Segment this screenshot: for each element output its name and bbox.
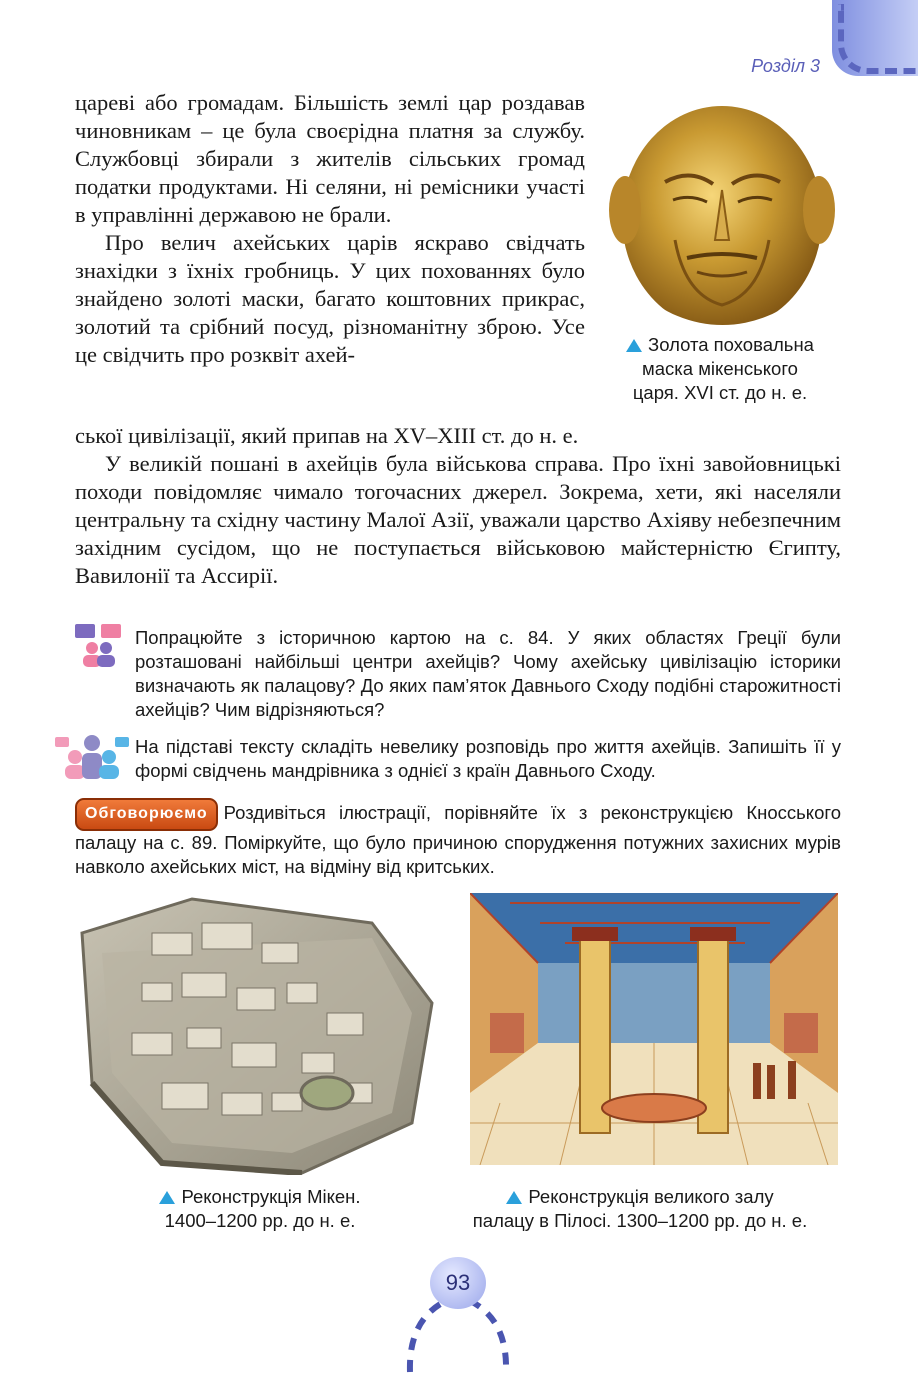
- mask-caption-line-2: маска мікенського: [642, 358, 798, 379]
- paragraph-2: Про велич ахейських царів яскраво свідчать знахідки з їхніх гробниць. У цих похованнях було знайдено золоті маски, багато коштовних прикрас, золотий та срібний посуд, різноманітну зброю. Усе це свідчить про розквіт ахей-: [75, 230, 585, 367]
- page-number: 93: [430, 1257, 486, 1309]
- discussion-people-icon: [55, 733, 129, 783]
- section-label: Розділ 3: [751, 56, 820, 76]
- mycenae-reconstruction-image: [72, 893, 440, 1175]
- triangle-marker-icon: [626, 339, 642, 352]
- triangle-marker-icon: [159, 1191, 175, 1204]
- discuss-badge: Обговорюємо: [75, 798, 218, 831]
- corner-dashed-border: [838, 4, 918, 74]
- discuss-paragraph: [75, 798, 841, 879]
- mask-caption-line-3: царя. XVI ст. до н. е.: [632, 382, 808, 403]
- mask-caption-line-1: Золота поховальна: [648, 334, 814, 355]
- text-column: [75, 89, 585, 369]
- mycenae-caption: [70, 1185, 450, 1233]
- task-map-text: Попрацюйте з історичною картою на с. 84. У яких областях Греції були розташовані найбільші центри ахейців? Чому ахейську цивілізацію історики визначають як палацову? До яких пам’яток Давнього Сходу подібні старожитності ахейців? Чим відрізняються?: [135, 627, 841, 720]
- task-story-block: [75, 735, 841, 783]
- text-full-width: [75, 422, 841, 590]
- pylos-caption: [440, 1185, 840, 1233]
- task-story-text: На підставі тексту складіть невелику розповідь про життя ахейців. Запишіть її у формі свідчень мандрівника з однієї з країн Давнього Сходу.: [135, 736, 841, 781]
- group-work-icon: [75, 624, 123, 668]
- task-map-block: [75, 626, 841, 722]
- paragraph-4: У великій пошані в ахейців була військова справа. Про їхні завойовницькі походи повідомляє чимало тогочасних джерел. Зокрема, хети, які населяли центральну та східну частину Малої Азії, уважали царство Ахіяву небезпечним західним сусідом, що не поступається військовою майстерністю Єгипту, Вавилонії та Ассирії.: [75, 451, 841, 588]
- discuss-block: [75, 798, 841, 879]
- discuss-text: Роздивіться ілюстрації, порівняйте їх з реконструкцією Кносського палацу на с. 89. Поміркуйте, що було причиною спорудження потужних захисних мурів навколо ахейських міст, на відміну від критських.: [75, 802, 841, 877]
- triangle-marker-icon: [506, 1191, 522, 1204]
- pylos-caption-line-2: палацу в Пілосі. 1300–1200 рр. до н. е.: [472, 1210, 808, 1231]
- paragraph-3: ської цивілізації, який припав на XV–XIII ст. до н. е.: [75, 423, 579, 448]
- pylos-caption-line-1: Реконструкція великого залу: [528, 1186, 774, 1207]
- paragraph-1: цареві або громадам. Більшість землі цар роздавав чиновникам – це була своєрідна платня за службу. Службовці збирали з жителів сільських громад податки продуктами. Ні селяни, ні ремісники участі в управлінні державою не брали.: [75, 90, 585, 227]
- golden-mask-image: [605, 90, 840, 325]
- mycenae-caption-line-2: 1400–1200 рр. до н. е.: [164, 1210, 356, 1231]
- mask-caption: [600, 333, 840, 405]
- pylos-hall-reconstruction-image: [470, 893, 838, 1165]
- mycenae-caption-line-1: Реконструкція Мікен.: [181, 1186, 361, 1207]
